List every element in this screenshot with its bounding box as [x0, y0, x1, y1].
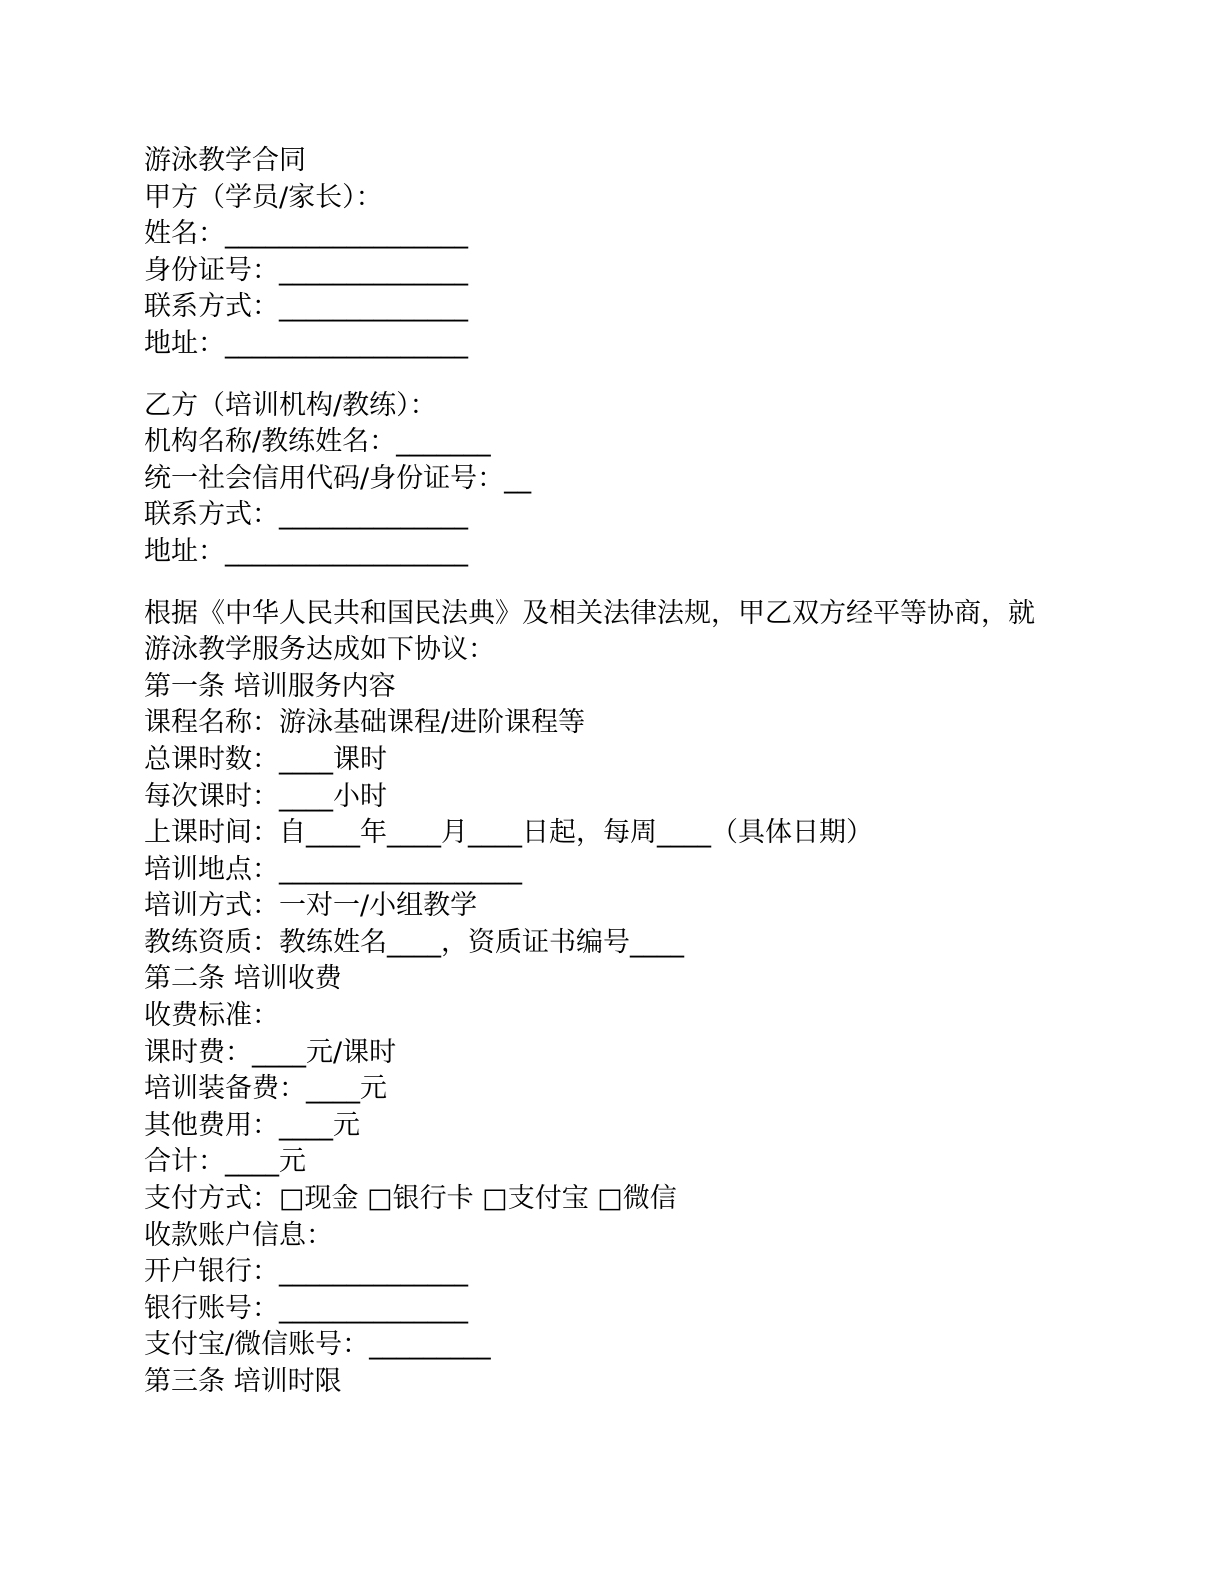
fee-standard-line: 收费标准： [144, 1000, 279, 1032]
party-b-heading: 乙方（培训机构/教练）： [144, 389, 437, 421]
party-b-org-name-field: 机构名称/教练姓名：_______ [144, 426, 491, 458]
alipay-wechat-line: 支付宝/微信账号：_________ [144, 1329, 491, 1361]
party-a-heading: 甲方（学员/家长）： [144, 181, 383, 213]
document-title: 游泳教学合同 [144, 145, 306, 176]
total-hours-line: 总课时数：____课时 [144, 743, 387, 775]
section-spacer [144, 571, 1104, 596]
section-spacer [144, 363, 1104, 388]
party-a-id-field: 身份证号：______________ [144, 254, 468, 286]
preamble-line-2: 游泳教学服务达成如下协议： [144, 634, 495, 666]
location-line: 培训地点：__________________ [144, 853, 522, 885]
party-b-contact-field: 联系方式：______________ [144, 499, 468, 531]
contract-page [144, 143, 1104, 1401]
preamble-line-1: 根据《中华人民共和国民法典》及相关法律法规，甲乙双方经平等协商，就 [144, 597, 1035, 629]
schedule-line: 上课时间：自____年____月____日起，每周____（具体日期） [144, 817, 873, 849]
article-3-heading: 第三条 培训时限 [144, 1366, 342, 1397]
equipment-fee-line: 培训装备费：____元 [144, 1073, 387, 1105]
bank-account-line: 银行账号：______________ [144, 1292, 468, 1324]
hourly-fee-line: 课时费：____元/课时 [144, 1036, 397, 1068]
party-a-name-field: 姓名：__________________ [144, 218, 468, 250]
account-info-line: 收款账户信息： [144, 1219, 333, 1251]
article-2-heading: 第二条 培训收费 [144, 963, 342, 995]
article-1-heading: 第一条 培训服务内容 [144, 670, 396, 702]
party-a-contact-field: 联系方式：______________ [144, 291, 468, 323]
method-line: 培训方式：一对一/小组教学 [144, 890, 478, 922]
coach-qualification-line: 教练资质：教练姓名____，资质证书编号____ [144, 926, 684, 958]
total-fee-line: 合计：____元 [144, 1146, 306, 1178]
bank-line: 开户银行：______________ [144, 1256, 468, 1288]
other-fees-line: 其他费用：____元 [144, 1109, 360, 1141]
party-b-address-field: 地址：__________________ [144, 535, 468, 567]
payment-method-line: 支付方式：□现金 □银行卡 □支付宝 □微信 [144, 1183, 677, 1215]
course-name-line: 课程名称：游泳基础课程/进阶课程等 [144, 707, 586, 739]
party-b-credit-code-field: 统一社会信用代码/身份证号：__ [144, 462, 532, 494]
hours-per-session-line: 每次课时：____小时 [144, 780, 387, 812]
party-a-address-field: 地址：__________________ [144, 327, 468, 359]
